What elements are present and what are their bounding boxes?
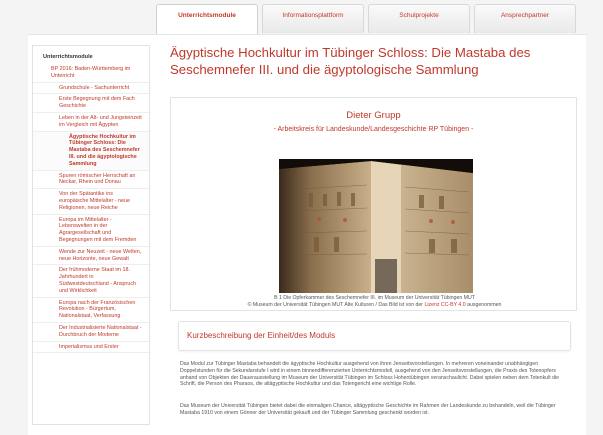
photo-caption	[171, 295, 578, 309]
sidebar-item-grundschule[interactable]: Grundschule - Sachunterricht	[33, 83, 149, 95]
sidebar-title: Unterrichtsmodule	[43, 54, 93, 60]
author-box	[170, 97, 577, 311]
description-paragraph-1: Das Modul zur Tübinger Mastaba behandelt die ägyptische Hochkultur ausgehend von ihren Jenseitsvorstellungen. In mehreren voneinander unabhängigen Doppelstunden für die Sekundarstufe I wird in einem binnendifferenzierten Unterrichtsmodell, ausgehend von den Jenseitsvorstellungen, die Praxis des Totenopfers anhand von Objekten der Dauerausstellung im Museum der Universität Tübingen im Schloss Hohentübingen veranschaulicht. Dabei spielen neben dem Totenkult die Schrift, die Person des Pharaos, die altägyptische Hochkultur und das Totengericht eine wichtige Rolle.	[180, 361, 560, 388]
tab-unterrichtsmodule[interactable]: Unterrichtsmodule	[156, 4, 258, 34]
page-title: Ägyptische Hochkultur im Tübinger Schloss: Die Mastaba des Seschemnefer III. und die ägyptologische Sammlung	[170, 45, 531, 77]
tab-schulprojekte[interactable]: Schulprojekte	[368, 4, 470, 33]
main-content	[170, 45, 578, 416]
mastaba-photo[interactable]	[279, 159, 473, 293]
caption-copyright: © Museum der Universität Tübingen MUT Alte Kulturen / Das Bild ist von der	[247, 302, 424, 308]
description-paragraph-2: Das Museum der Universität Tübingen bietet dabei die einmaligen Chance, altägyptische Geschichte im Rahmen der Landeskunde zu behandeln, weil die Tübinger Mastaba 1910 von einem Gönner der Universität gekauft und der Tübinger Sammlung geschenkt worden ist.	[180, 403, 556, 416]
sidebar-item-fruehmoderner-staat[interactable]: Der frühmoderne Staat im 18. Jahrhundert in Südwestdeutschland - Anspruch und Wirklichkeit	[33, 265, 149, 297]
sidebar-item-spaetantike[interactable]: Von der Spätantike ins europäische Mittelalter - neue Religionen, neue Reiche	[33, 189, 149, 214]
mastaba-photo-illustration	[279, 159, 473, 293]
main-tabs	[156, 4, 580, 34]
caption-line-1: B 1 Die Opferkammer des Seschemnefer III. im Museum der Universität Tübingen MUT	[274, 295, 475, 301]
sidebar-item-franzoesische-revolution[interactable]: Europa nach der Französischen Revolution - Bürgertum, Nationalstaat, Verfassung	[33, 298, 149, 323]
sidebar-item-bp2016[interactable]: BP 2016: Baden-Württemberg im Unterricht	[33, 64, 149, 83]
summary-title: Kurzbeschreibung der Einheit/des Moduls	[187, 331, 336, 340]
sidebar-item-mittelalter[interactable]: Europa im Mittelalter - Lebenswelten in der Agrargesellschaft und Begegnungen mit dem Fremden	[33, 215, 149, 247]
sidebar-nav	[32, 45, 150, 425]
sidebar-item-roemische-herrschaft[interactable]: Spuren römischer Herrschaft an Neckar, Rhein und Donau	[33, 171, 149, 190]
sidebar-item-imperialismus[interactable]: Imperialismus und Erster	[33, 342, 149, 354]
author-name: Dieter Grupp	[346, 110, 401, 121]
author-affiliation: - Arbeitskreis für Landeskunde/Landesgeschichte RP Tübingen -	[273, 126, 474, 133]
license-link[interactable]: Lizenz CC-BY 4.0	[424, 302, 466, 308]
tab-ansprechpartner[interactable]: Ansprechpartner	[474, 4, 576, 33]
caption-suffix: ausgenommen	[467, 302, 502, 308]
caption-line-2	[171, 302, 578, 309]
page-content	[28, 34, 586, 435]
sidebar-item-erste-begegnung[interactable]: Erste Begegnung mit dem Fach Geschichte	[33, 94, 149, 113]
sidebar-item-neuzeit[interactable]: Wende zur Neuzeit - neue Welten, neue Horizonte, neue Gewalt	[33, 247, 149, 266]
sidebar-item-steinzeit[interactable]: Leben in der Alt- und Jungsteinzeit im Vergleich mit Ägypten	[33, 113, 149, 132]
top-navigation	[0, 0, 603, 34]
tab-informationsplattform[interactable]: Informationsplattform	[262, 4, 364, 33]
sidebar-item-industrialisierung[interactable]: Der Industrialisierte Nationalstaat - Durchbruch der Moderne	[33, 323, 149, 342]
sidebar-item-mastaba-active[interactable]: Ägyptische Hochkultur im Tübinger Schloss: Die Mastaba des Seschemnefer III. und die ägyptologische Sammlung	[33, 132, 149, 171]
summary-header	[178, 321, 571, 351]
